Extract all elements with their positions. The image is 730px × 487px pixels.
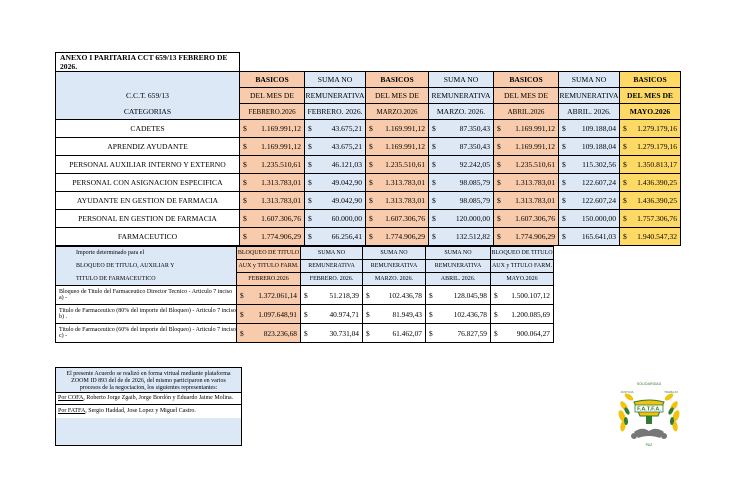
- amount-value: 40.974,71: [329, 309, 359, 319]
- amount-value: 98.085,79: [459, 196, 490, 205]
- table-row: [56, 138, 681, 156]
- block-header-3-l1: SUMA NO: [426, 247, 491, 260]
- category-label: PERSONAL EN GESTION DE FARMACIA: [56, 210, 240, 228]
- table-row: [56, 120, 681, 138]
- currency-symbol: $: [497, 160, 501, 169]
- currency-symbol: $: [304, 290, 308, 300]
- currency-symbol: $: [623, 142, 627, 151]
- amount-cell: [305, 138, 366, 156]
- header-col-2-l2: DEL MES DE: [366, 88, 429, 104]
- amount-value: 1.774.906,29: [515, 232, 555, 241]
- header-col-0-l3: FEBRERO.2026: [240, 104, 305, 120]
- currency-symbol: $: [308, 124, 312, 133]
- amount-value: 1.200.085,69: [511, 309, 550, 319]
- currency-symbol: $: [497, 142, 501, 151]
- header-col-3-l3: MARZO. 2026.: [429, 104, 494, 120]
- block-amount-cell: [491, 305, 554, 324]
- amount-value: 49.042,90: [331, 178, 362, 187]
- salary-table: [55, 52, 681, 246]
- block-row-desc: Titulo de Farmaceutico (60% del importe del Bloqueo) - Articulo 7 inciso c) -: [56, 324, 237, 343]
- currency-symbol: $: [432, 196, 436, 205]
- amount-cell: [429, 192, 494, 210]
- currency-symbol: $: [366, 309, 370, 319]
- currency-symbol: $: [243, 196, 247, 205]
- currency-symbol: $: [623, 124, 627, 133]
- currency-symbol: $: [497, 178, 501, 187]
- amount-cell: [429, 210, 494, 228]
- amount-value: 102.436,78: [453, 309, 487, 319]
- currency-symbol: $: [497, 196, 501, 205]
- categorias-label: CATEGORIAS: [56, 104, 240, 120]
- currency-symbol: $: [240, 309, 244, 319]
- block-header-4-l3: MAYO.2026: [491, 273, 554, 286]
- table-row: [56, 174, 681, 192]
- header-col-1-l3: FEBRERO. 2026.: [305, 104, 366, 120]
- block-header-1-l2: REMUNERATIVA: [301, 260, 363, 273]
- header-col-4-l2: DEL MES DE: [494, 88, 559, 104]
- currency-symbol: $: [308, 178, 312, 187]
- block-amount-cell: [491, 286, 554, 305]
- currency-symbol: $: [366, 328, 370, 338]
- block-amount-cell: [363, 305, 426, 324]
- amount-value: 87.350,43: [459, 142, 490, 151]
- amount-value: 87.350,43: [459, 124, 490, 133]
- logo-right-text: TRABAJO: [664, 390, 678, 394]
- block-desc-3: TITULO DE FARMACEUTICO: [56, 273, 237, 286]
- currency-symbol: $: [243, 178, 247, 187]
- amount-value: 1.940.547,32: [637, 232, 677, 241]
- block-header-1-l1: SUMA NO: [301, 247, 363, 260]
- block-amount-cell: [237, 305, 301, 324]
- currency-symbol: $: [429, 290, 433, 300]
- table-row: [56, 210, 681, 228]
- amount-value: 76.827,59: [457, 328, 487, 338]
- amount-value: 1.607.306,76: [515, 214, 555, 223]
- cct-label: C.C.T. 659/13: [56, 88, 240, 104]
- block-amount-cell: [237, 286, 301, 305]
- amount-cell: [366, 210, 429, 228]
- amount-value: 1.313.783,01: [515, 196, 555, 205]
- fatfa-names: , Sergio Haddad, Jose Lopez y Miguel Castro.: [85, 408, 196, 414]
- amount-cell: [240, 174, 305, 192]
- amount-value: 60.000,00: [331, 214, 362, 223]
- agreement-note: [55, 367, 242, 446]
- amount-value: 1.313.783,01: [385, 196, 425, 205]
- amount-value: 1.169.991,12: [515, 142, 555, 151]
- block-amount-cell: [426, 324, 491, 343]
- logo-center-text: F.A.T.F.A.: [637, 406, 661, 413]
- amount-value: 150.000,00: [581, 214, 616, 223]
- currency-symbol: $: [623, 214, 627, 223]
- table-row: [56, 286, 554, 305]
- currency-symbol: $: [623, 196, 627, 205]
- amount-value: 1.774.906,29: [261, 232, 301, 241]
- amount-value: 1.757.306,76: [637, 214, 677, 223]
- category-label: FARMACEUTICO: [56, 228, 240, 246]
- amount-value: 1.279.179,16: [637, 142, 677, 151]
- table-row: [56, 228, 681, 246]
- currency-symbol: $: [494, 290, 498, 300]
- currency-symbol: $: [432, 160, 436, 169]
- currency-symbol: $: [562, 142, 566, 151]
- header-col-1-l1: SUMA NO: [305, 72, 366, 88]
- currency-symbol: $: [369, 232, 373, 241]
- currency-symbol: $: [562, 124, 566, 133]
- amount-value: 109.188,04: [581, 124, 616, 133]
- amount-cell: [494, 192, 559, 210]
- block-amount-cell: [237, 324, 301, 343]
- amount-cell: [305, 156, 366, 174]
- header-col-0-l2: DEL MES DE: [240, 88, 305, 104]
- currency-symbol: $: [562, 160, 566, 169]
- amount-value: 1.313.783,01: [261, 178, 301, 187]
- amount-cell: [305, 210, 366, 228]
- currency-symbol: $: [369, 160, 373, 169]
- amount-value: 1.774.906,29: [385, 232, 425, 241]
- category-label: AYUDANTE EN GESTION DE FARMACIA: [56, 192, 240, 210]
- amount-cell: [620, 138, 681, 156]
- amount-value: 1.279.179,16: [637, 124, 677, 133]
- amount-value: 51.218,39: [329, 290, 359, 300]
- currency-symbol: $: [497, 232, 501, 241]
- currency-symbol: $: [494, 328, 498, 338]
- currency-symbol: $: [369, 142, 373, 151]
- agreement-paragraph: El presente Acuerdo se realizó en forma virtual mediante plataforma ZOOM ID 893 del de de 2026, del mismo participaron en varios procesos de la negociacion, los siguientes representantes:: [66, 371, 231, 391]
- amount-cell: [366, 156, 429, 174]
- currency-symbol: $: [432, 124, 436, 133]
- amount-cell: [620, 120, 681, 138]
- amount-value: 823.236,68: [263, 328, 297, 338]
- amount-cell: [366, 228, 429, 246]
- logo-bottom-text: PAZ: [645, 443, 653, 447]
- fatfa-representatives: [56, 404, 241, 418]
- amount-value: 122.607,24: [581, 178, 616, 187]
- block-header-4-l1: BLOQUEO DE TITULO: [491, 247, 554, 260]
- currency-symbol: $: [366, 290, 370, 300]
- block-desc-2: BLOQUEO DE TITULO, AUXILIAR Y: [56, 260, 237, 273]
- amount-cell: [494, 156, 559, 174]
- block-header-0-l2: AUX y TITULO FARM.: [237, 260, 301, 273]
- currency-symbol: $: [240, 328, 244, 338]
- block-header-3-l2: REMUNERATIVA: [426, 260, 491, 273]
- amount-cell: [240, 228, 305, 246]
- currency-symbol: $: [497, 124, 501, 133]
- header-col-3-l1: SUMA NO: [429, 72, 494, 88]
- currency-symbol: $: [243, 124, 247, 133]
- amount-value: 900.064,27: [516, 328, 550, 338]
- block-row-desc: Bloqueo de Titulo del Farmaceutico Director Tecnico - Articulo 7 inciso a) -: [56, 286, 237, 305]
- block-header-1-l3: FEBRERO. 2026.: [301, 273, 363, 286]
- amount-value: 102.436,78: [388, 290, 422, 300]
- amount-value: 1.607.306,76: [261, 214, 301, 223]
- currency-symbol: $: [497, 214, 501, 223]
- amount-cell: [559, 156, 620, 174]
- fatfa-label: Por FATFA: [58, 408, 86, 414]
- amount-cell: [559, 192, 620, 210]
- amount-cell: [366, 174, 429, 192]
- header-col-6-l2: DEL MES DE: [620, 88, 681, 104]
- logo-top-text: SOLIDARIDAD: [636, 382, 662, 386]
- currency-symbol: $: [243, 232, 247, 241]
- table-row: [56, 156, 681, 174]
- amount-cell: [240, 210, 305, 228]
- amount-cell: [559, 210, 620, 228]
- header-col-4-l3: ABRIL.2026: [494, 104, 559, 120]
- amount-value: 1.235.510,61: [515, 160, 555, 169]
- amount-value: 1.313.783,01: [515, 178, 555, 187]
- fatfa-logo: [612, 376, 686, 448]
- amount-cell: [366, 192, 429, 210]
- currency-symbol: $: [369, 124, 373, 133]
- currency-symbol: $: [308, 232, 312, 241]
- currency-symbol: $: [429, 328, 433, 338]
- block-amount-cell: [301, 324, 363, 343]
- amount-value: 30.731,04: [329, 328, 359, 338]
- amount-value: 66.256,41: [331, 232, 362, 241]
- amount-value: 1.169.991,12: [385, 142, 425, 151]
- amount-cell: [240, 192, 305, 210]
- currency-symbol: $: [623, 232, 627, 241]
- header-col-2-l1: BASICOS: [366, 72, 429, 88]
- header-col-2-l3: MARZO.2026: [366, 104, 429, 120]
- currency-symbol: $: [432, 232, 436, 241]
- category-label: PERSONAL AUXILIAR INTERNO Y EXTERNO: [56, 156, 240, 174]
- category-label: APRENDIZ AYUDANTE: [56, 138, 240, 156]
- amount-cell: [305, 228, 366, 246]
- amount-cell: [559, 138, 620, 156]
- amount-cell: [305, 174, 366, 192]
- amount-cell: [240, 138, 305, 156]
- amount-cell: [620, 228, 681, 246]
- category-label: PERSONAL CON ASIGNACION ESPECIFICA: [56, 174, 240, 192]
- amount-cell: [429, 138, 494, 156]
- table-title: ANEXO I PARITARIA CCT 659/13 FEBRERO DE 2026.: [56, 53, 240, 72]
- header-col-6-l3: MAYO.2026: [620, 104, 681, 120]
- block-amount-cell: [301, 305, 363, 324]
- amount-cell: [620, 156, 681, 174]
- currency-symbol: $: [304, 309, 308, 319]
- amount-value: 81.949,43: [392, 309, 422, 319]
- amount-value: 49.042,90: [331, 196, 362, 205]
- amount-cell: [494, 210, 559, 228]
- amount-cell: [429, 174, 494, 192]
- block-desc-1: Importe determinado para el: [56, 247, 237, 260]
- amount-value: 115.302,56: [582, 160, 616, 169]
- currency-symbol: $: [304, 328, 308, 338]
- currency-symbol: $: [623, 178, 627, 187]
- amount-cell: [305, 120, 366, 138]
- currency-symbol: $: [243, 214, 247, 223]
- block-amount-cell: [426, 286, 491, 305]
- amount-value: 122.607,24: [581, 196, 616, 205]
- handshake-icon: [631, 429, 667, 439]
- block-header-2-l3: MARZO. 2026.: [363, 273, 426, 286]
- header-col-0-l1: BASICOS: [240, 72, 305, 88]
- block-header-0-l3: FEBRERO.2026: [237, 273, 301, 286]
- block-amount-cell: [363, 324, 426, 343]
- currency-symbol: $: [562, 232, 566, 241]
- amount-value: 1.500.107,12: [511, 290, 550, 300]
- currency-symbol: $: [432, 214, 436, 223]
- block-amount-cell: [363, 286, 426, 305]
- currency-symbol: $: [562, 178, 566, 187]
- header-col-5-l2: REMUNERATIVA: [559, 88, 620, 104]
- amount-value: 98.085,79: [459, 178, 490, 187]
- amount-value: 1.169.991,12: [261, 124, 301, 133]
- currency-symbol: $: [308, 196, 312, 205]
- amount-value: 1.235.510,61: [261, 160, 301, 169]
- amount-cell: [240, 120, 305, 138]
- amount-value: 1.436.390,25: [637, 196, 677, 205]
- amount-cell: [494, 120, 559, 138]
- amount-cell: [494, 228, 559, 246]
- table-row: [56, 324, 554, 343]
- header-col-4-l1: BASICOS: [494, 72, 559, 88]
- currency-symbol: $: [562, 196, 566, 205]
- amount-value: 46.121,03: [331, 160, 362, 169]
- currency-symbol: $: [308, 214, 312, 223]
- amount-value: 1.313.783,01: [385, 178, 425, 187]
- logo-left-text: JUSTICIA: [620, 390, 634, 394]
- block-header-0-l1: BLOQUEO DE TITULO: [237, 247, 301, 260]
- amount-value: 1.607.306,76: [385, 214, 425, 223]
- amount-value: 92.242,05: [459, 160, 490, 169]
- category-label: CADETES: [56, 120, 240, 138]
- amount-value: 1.436.390,25: [637, 178, 677, 187]
- amount-value: 1.350.813,17: [637, 160, 677, 169]
- table-row: [56, 192, 681, 210]
- amount-cell: [494, 174, 559, 192]
- amount-cell: [366, 138, 429, 156]
- block-header-3-l3: ABRIL. 2026.: [426, 273, 491, 286]
- amount-cell: [620, 174, 681, 192]
- block-header-2-l2: REMUNERATIVA: [363, 260, 426, 273]
- cofa-representatives: [56, 392, 241, 404]
- amount-value: 1.169.991,12: [515, 124, 555, 133]
- currency-symbol: $: [432, 178, 436, 187]
- amount-value: 128.045,98: [453, 290, 487, 300]
- amount-value: 1.235.510,61: [385, 160, 425, 169]
- amount-cell: [494, 138, 559, 156]
- currency-symbol: $: [429, 309, 433, 319]
- block-header-2-l1: SUMA NO: [363, 247, 426, 260]
- amount-value: 1.097.648,91: [258, 309, 297, 319]
- amount-value: 1.169.991,12: [261, 142, 301, 151]
- amount-cell: [620, 192, 681, 210]
- amount-value: 165.641,03: [581, 232, 616, 241]
- amount-cell: [240, 156, 305, 174]
- cofa-label: Por COFA: [58, 395, 84, 401]
- amount-value: 1.169.991,12: [385, 124, 425, 133]
- amount-cell: [429, 228, 494, 246]
- amount-cell: [429, 156, 494, 174]
- currency-symbol: $: [369, 178, 373, 187]
- currency-symbol: $: [494, 309, 498, 319]
- block-row-desc: Titulo de Farmaceutico (80% del importe del Bloqueo) - Articulo 7 inciso b) .: [56, 305, 237, 324]
- currency-symbol: $: [369, 196, 373, 205]
- amount-cell: [559, 228, 620, 246]
- currency-symbol: $: [562, 214, 566, 223]
- amount-value: 1.313.783,01: [261, 196, 301, 205]
- block-amount-cell: [491, 324, 554, 343]
- currency-symbol: $: [432, 142, 436, 151]
- amount-cell: [559, 120, 620, 138]
- header-col-6-l1: BASICOS: [620, 72, 681, 88]
- currency-symbol: $: [308, 142, 312, 151]
- header-col-5-l3: ABRIL. 2026.: [559, 104, 620, 120]
- amount-cell: [429, 120, 494, 138]
- amount-value: 132.512,82: [455, 232, 490, 241]
- table-row: [56, 305, 554, 324]
- header-col-1-l2: REMUNERATIVA: [305, 88, 366, 104]
- header-col-3-l2: REMUNERATIVA: [429, 88, 494, 104]
- block-amount-cell: [426, 305, 491, 324]
- currency-symbol: $: [240, 290, 244, 300]
- currency-symbol: $: [243, 142, 247, 151]
- amount-value: 43.675,21: [331, 124, 362, 133]
- amount-cell: [305, 192, 366, 210]
- amount-cell: [620, 210, 681, 228]
- block-header-4-l2: AUX y TITULO FARM.: [491, 260, 554, 273]
- amount-value: 109.188,04: [581, 142, 616, 151]
- currency-symbol: $: [369, 214, 373, 223]
- cofa-names: , Roberto Jorge Zgaib, Jorge Bordón y Eduardo Jaime Molina.: [83, 395, 234, 401]
- amount-cell: [559, 174, 620, 192]
- currency-symbol: $: [243, 160, 247, 169]
- title-block-table: [55, 246, 554, 343]
- amount-value: 43.675,21: [331, 142, 362, 151]
- amount-cell: [366, 120, 429, 138]
- header-col-5-l1: SUMA NO: [559, 72, 620, 88]
- block-amount-cell: [301, 286, 363, 305]
- currency-symbol: $: [623, 160, 627, 169]
- currency-symbol: $: [308, 160, 312, 169]
- amount-value: 61.462,07: [392, 328, 422, 338]
- amount-value: 120.000,00: [455, 214, 490, 223]
- amount-value: 1.372.061,14: [258, 290, 297, 300]
